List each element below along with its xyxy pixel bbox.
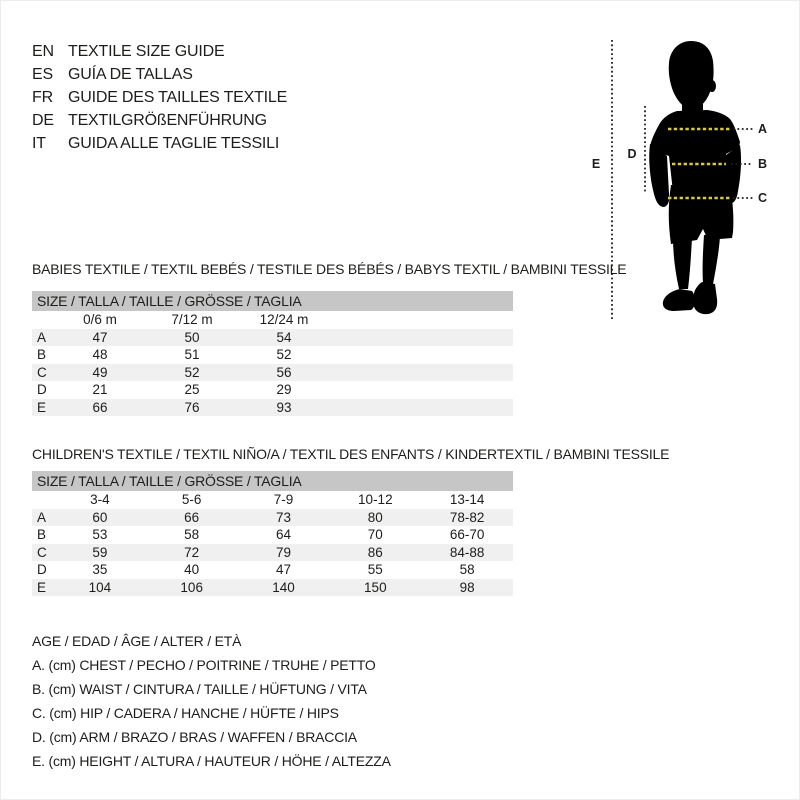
column-header: 10-12: [358, 492, 393, 507]
size-cell: 48: [92, 347, 108, 362]
size-cell: 70: [367, 527, 383, 542]
size-cell: 52: [184, 364, 200, 380]
measurement-legend: [32, 629, 391, 773]
table-row-b: [32, 346, 513, 364]
silhouette-right-shoe: [693, 282, 717, 314]
size-cell: 54: [276, 329, 292, 345]
table-row-b: [32, 526, 513, 544]
size-cell: 104: [88, 579, 112, 595]
corner-cell: [32, 491, 54, 509]
language-title: GUIDE DES TAILLES TEXTILE: [68, 89, 288, 106]
legend-height: E. (cm) HEIGHT / ALTURA / HAUTEUR / HÖHE / ALTEZZA: [32, 753, 391, 769]
column-header: 3-4: [90, 492, 110, 507]
size-cell: 93: [276, 399, 292, 415]
language-title-list: [32, 40, 287, 155]
hip-label-c: C: [758, 191, 768, 205]
size-cell: 52: [276, 347, 292, 362]
row-label: A: [37, 509, 47, 525]
row-label: D: [37, 562, 47, 577]
children-size-header-bar: SIZE / TALLA / TAILLE / GRÖSSE / TAGLIA: [32, 471, 513, 491]
children-column-header-row: [32, 491, 513, 509]
language-row-es: [32, 63, 287, 86]
row-label: C: [37, 364, 47, 380]
size-cell: 55: [367, 562, 383, 577]
row-label: A: [37, 329, 47, 345]
row-label: B: [37, 347, 47, 362]
size-cell: 56: [276, 364, 292, 380]
legend-arm: D. (cm) ARM / BRAZO / BRAS / WAFFEN / BRACCIA: [32, 729, 357, 745]
language-code: ES: [32, 66, 53, 83]
babies-column-header-row: [32, 311, 513, 329]
table-row-a: [32, 329, 513, 347]
size-cell: 47: [275, 562, 292, 577]
table-row-d: [32, 561, 513, 579]
language-title: TEXTILGRÖßENFÜHRUNG: [68, 112, 267, 129]
size-cell: 51: [184, 347, 200, 362]
language-code: EN: [32, 43, 54, 60]
size-cell: 66: [184, 509, 200, 525]
size-cell: 35: [92, 562, 108, 577]
size-cell: 84-88: [449, 544, 485, 560]
children-section-title: CHILDREN'S TEXTILE / TEXTIL NIÑO/A / TEXTIL DES ENFANTS / KINDERTEXTIL / BAMBINI TESSILE: [32, 446, 670, 462]
size-cell: 66: [92, 399, 108, 415]
size-cell: 53: [92, 527, 108, 542]
child-measurement-diagram: [580, 25, 780, 325]
size-cell: 98: [459, 579, 475, 595]
size-cell: 59: [92, 544, 108, 560]
child-silhouette: [649, 41, 741, 314]
size-cell: 25: [184, 382, 200, 397]
size-cell: 64: [275, 527, 292, 542]
size-cell: 150: [364, 579, 387, 595]
row-label: D: [37, 382, 47, 397]
size-cell: 21: [92, 382, 108, 397]
language-code: FR: [32, 89, 53, 106]
silhouette-right-leg: [703, 235, 720, 284]
corner-cell: [32, 311, 54, 329]
language-title: TEXTILE SIZE GUIDE: [68, 43, 225, 60]
row-label: E: [37, 399, 47, 415]
silhouette-shorts: [669, 185, 734, 244]
size-cell: 49: [92, 364, 108, 380]
language-title: GUÍA DE TALLAS: [68, 66, 193, 83]
babies-size-table: [32, 291, 513, 416]
arm-label-d: D: [627, 147, 637, 161]
silhouette-ear: [708, 80, 716, 92]
table-row-d: [32, 381, 513, 399]
size-cell: 66-70: [449, 527, 485, 542]
children-size-table: [32, 471, 513, 596]
size-cell: 86: [367, 544, 383, 560]
size-cell: 76: [184, 399, 200, 415]
row-label: E: [37, 579, 47, 595]
height-label-e: E: [591, 157, 601, 171]
column-header: 13-14: [449, 492, 485, 507]
size-cell: 73: [275, 509, 292, 525]
size-cell: 140: [272, 579, 295, 595]
column-header: 12/24 m: [259, 312, 309, 327]
size-cell: 60: [92, 509, 108, 525]
table-row-c: [32, 544, 513, 562]
column-header: 7-9: [273, 492, 294, 507]
size-cell: 50: [184, 329, 200, 345]
table-row-c: [32, 364, 513, 382]
table-row-e: [32, 399, 513, 417]
size-cell: 106: [180, 579, 203, 595]
language-code: IT: [32, 135, 46, 152]
silhouette-left-shoe: [663, 289, 695, 311]
size-cell: 29: [276, 382, 292, 397]
chest-label-a: A: [758, 122, 768, 136]
size-cell: 80: [367, 509, 383, 525]
size-cell: 72: [184, 544, 200, 560]
legend-hip: C. (cm) HIP / CADERA / HANCHE / HÜFTE / HIPS: [32, 705, 339, 721]
silhouette-left-leg: [673, 237, 692, 289]
column-header: 7/12 m: [171, 312, 213, 327]
table-row-e: [32, 579, 513, 597]
size-cell: 40: [184, 562, 200, 577]
row-label: C: [37, 544, 47, 560]
babies-section-title: BABIES TEXTILE / TEXTIL BEBÉS / TESTILE DES BÉBÉS / BABYS TEXTIL / BAMBINI TESSILE: [32, 261, 627, 277]
language-code: DE: [32, 112, 54, 129]
language-row-de: [32, 109, 287, 132]
legend-waist: B. (cm) WAIST / CINTURA / TAILLE / HÜFTUNG / VITA: [32, 681, 367, 697]
size-cell: 78-82: [449, 509, 485, 525]
legend-age: AGE / EDAD / ÂGE / ALTER / ETÀ: [32, 633, 242, 649]
language-title: GUIDA ALLE TAGLIE TESSILI: [68, 135, 280, 152]
size-cell: 58: [459, 562, 475, 577]
babies-size-header-bar: SIZE / TALLA / TAILLE / GRÖSSE / TAGLIA: [32, 291, 513, 311]
size-cell: 79: [275, 544, 292, 560]
legend-chest: A. (cm) CHEST / PECHO / POITRINE / TRUHE / PETTO: [32, 657, 376, 673]
language-row-fr: [32, 86, 287, 109]
row-label: B: [37, 527, 47, 542]
size-cell: 58: [184, 527, 200, 542]
column-header: 5-6: [181, 492, 202, 507]
language-row-en: [32, 40, 287, 63]
language-row-it: [32, 132, 287, 155]
size-cell: 47: [92, 329, 108, 345]
column-header: 0/6 m: [83, 312, 117, 327]
table-row-a: [32, 509, 513, 527]
waist-label-b: B: [758, 157, 768, 171]
